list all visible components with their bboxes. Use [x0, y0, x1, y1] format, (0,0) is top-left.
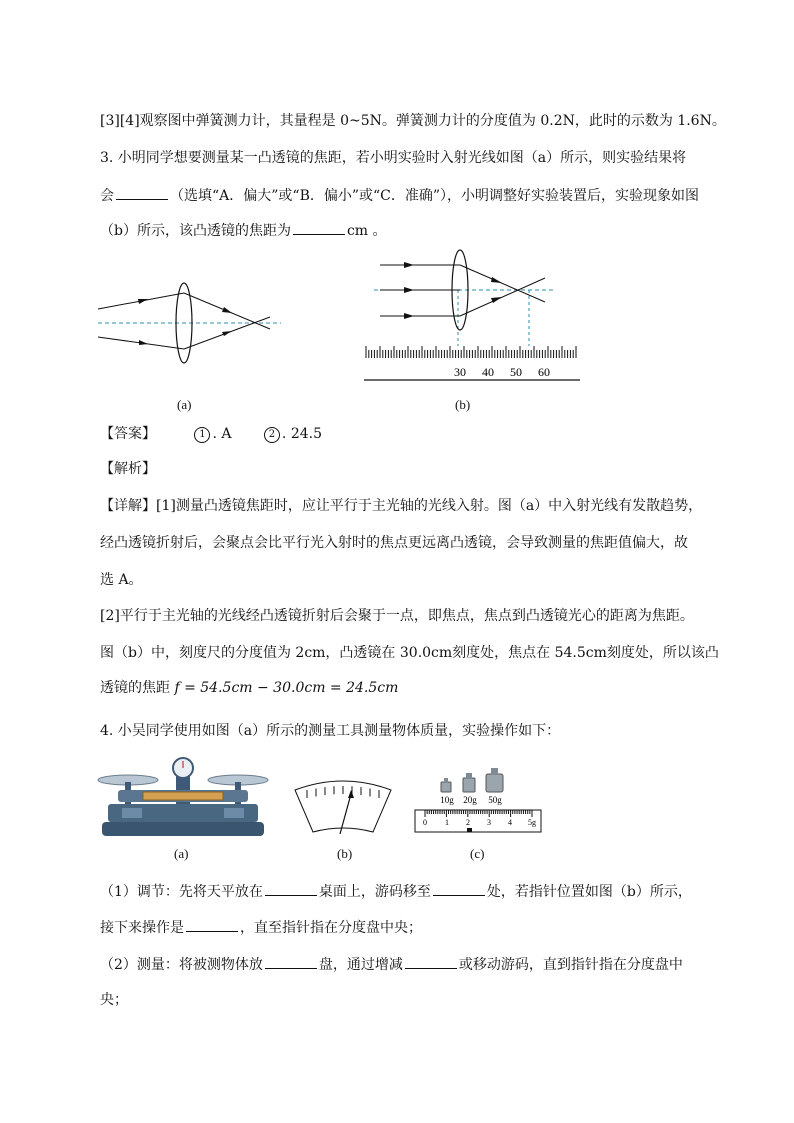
weight-label: 50g	[488, 795, 502, 805]
step-1-line-2	[100, 917, 422, 938]
ruler-label: 30	[454, 365, 466, 379]
question-3-line-1: 3. 小明同学想要测量某一凸透镜的焦距，若小明实验时入射光线如图（a）所示，则实验结果将	[100, 150, 687, 166]
answer-item	[194, 426, 231, 442]
answer-blank	[116, 185, 168, 200]
step-text: （2）测量：将被测物体放	[100, 957, 263, 973]
step-2-line-1	[100, 954, 683, 975]
answer-blank	[433, 881, 485, 896]
detail-line-6	[100, 678, 398, 698]
detail-line-2: 经凸透镜折射后，会聚点会比平行光入射时的焦点更远离凸透镜，会导致测量的焦距值偏大，故	[100, 535, 688, 551]
weights-and-slider	[413, 768, 543, 838]
step-1-line-1	[100, 881, 692, 902]
answer-item	[264, 426, 322, 442]
step-text: 接下来操作是	[100, 920, 184, 936]
weight-label: 20g	[463, 795, 477, 805]
pointer-dial	[293, 780, 393, 840]
question-3-text: （选填“A．偏大”或“B．偏小”或“C．准确”），小明调整好实验装置后，实验现象如图	[170, 188, 700, 204]
ruler	[366, 346, 576, 358]
balance-illustration	[98, 760, 268, 840]
detail-line-5: 图（b）中，刻度尺的分度值为 2cm，凸透镜在 30.0cm刻度处，焦点在 54.5cm刻度处，所以该凸	[100, 645, 719, 661]
step-text: 桌面上，游码移至	[318, 884, 431, 900]
step-2-line-2: 央；	[100, 992, 128, 1008]
answer-text: . A	[212, 426, 232, 442]
question-3-text: 会	[100, 188, 114, 204]
scale-label: 5g	[528, 818, 536, 827]
step-text: 或移动游码，直到指针指在分度盘中	[458, 957, 683, 973]
ruler-label: 60	[538, 365, 550, 379]
paragraph-spring-scale: [3][4]观察图中弹簧测力计，其量程是 0~5N。弹簧测力计的分度值为 0.2N，此时的示数为 1.6N。	[100, 113, 726, 129]
figure-lens-b	[362, 250, 582, 385]
question-3-text: cm 。	[346, 223, 387, 239]
scale-label: 3	[487, 818, 491, 827]
figure-lens-a	[98, 285, 298, 365]
figure-a-caption: (a)	[177, 397, 192, 412]
question-3-text: （b）所示，该凸透镜的焦距为	[100, 223, 291, 239]
answer-blank	[186, 917, 238, 932]
scale-label: 4	[508, 818, 512, 827]
question-4-line-1: 4. 小吴同学使用如图（a）所示的测量工具测量物体质量，实验操作如下：	[100, 723, 561, 739]
answer-number: 1	[194, 427, 210, 443]
answer-label: 【答案】	[100, 426, 156, 442]
focal-length-formula: f = 54.5cm − 30.0cm = 24.5cm	[174, 680, 399, 696]
ruler-label: 40	[482, 365, 494, 379]
step-text: （1）调节：先将天平放在	[100, 884, 263, 900]
detail-line-1: 【详解】[1]测量凸透镜焦距时，应让平行于主光轴的光线入射。图（a）中入射光线有发散趋势，	[100, 498, 703, 514]
answer-line	[100, 424, 350, 444]
answer-text: . 24.5	[281, 426, 322, 442]
step-text: 处，若指针位置如图（b）所示，	[486, 884, 692, 900]
question-3-line-2	[100, 185, 699, 206]
step-text: ，直至指针指在分度盘中央；	[240, 920, 422, 936]
answer-blank	[265, 881, 317, 896]
weight-label: 10g	[440, 795, 454, 805]
scale-label: 2	[466, 818, 470, 827]
figure-4a-caption: (a)	[174, 846, 189, 861]
detail-text: 透镜的焦距	[100, 680, 170, 696]
question-3-line-3	[100, 220, 387, 241]
answer-blank	[293, 220, 345, 235]
figure-4c-caption: (c)	[470, 846, 485, 861]
scale-label: 1	[445, 818, 449, 827]
figure-4b-caption: (b)	[337, 846, 353, 861]
detail-line-3: 选 A。	[100, 572, 143, 588]
answer-number: 2	[264, 427, 280, 443]
step-text: 盘，通过增减	[318, 957, 403, 973]
answer-blank	[265, 954, 317, 969]
answer-blank	[405, 954, 457, 969]
figure-b-caption: (b)	[455, 397, 471, 412]
scale-label: 0	[423, 818, 427, 827]
analysis-label: 【解析】	[100, 461, 156, 477]
ruler-label: 50	[510, 365, 522, 379]
detail-line-4: [2]平行于主光轴的光线经凸透镜折射后会聚于一点，即焦点，焦点到凸透镜光心的距离为焦距。	[100, 608, 694, 624]
